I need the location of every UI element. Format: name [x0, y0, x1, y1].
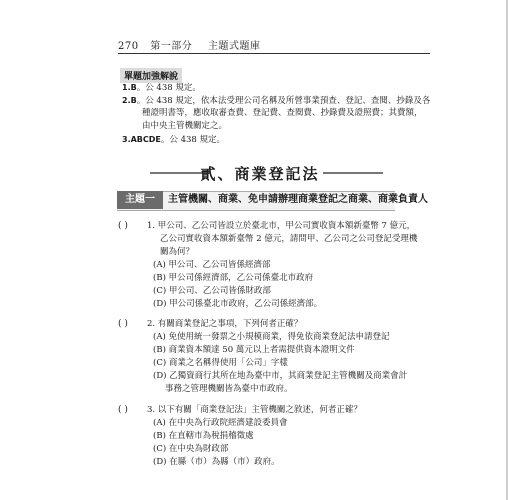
- question-text: 3. 以下有關「商業登記法」主管機關之敘述，何者正確？: [147, 405, 362, 415]
- answer-text: 。公 438 規定，依本法受理公司名稱及所營事業預查、登記、查閱、抄錄及各: [136, 96, 431, 106]
- question-text-cont: 乙公司實收資本額新臺幣 2 億元，請問甲、乙公司之公司登記受理機: [160, 234, 418, 244]
- header-divider: [118, 53, 430, 54]
- answers-box-title: 單題加強解說: [120, 68, 182, 83]
- header-section: 主題式題庫: [207, 41, 261, 52]
- topic-tag: 主題一: [117, 191, 163, 209]
- answer-item: [122, 81, 201, 95]
- page-number: 270: [118, 41, 139, 52]
- option-d: (D) 甲公司係臺北市政府，乙公司係經濟部。: [153, 299, 323, 309]
- option-c: (C) 甲公司、乙公司皆係財政部: [153, 286, 271, 296]
- topic-text: 主管機關、商業、免申請辦理商業登記之商業、商業負責人: [168, 194, 428, 205]
- question-text-cont: 關為何？: [160, 247, 195, 257]
- question-text: 2. 有關商業登記之事項，下列何者正確？: [147, 319, 303, 329]
- answer-blank: ( ): [118, 319, 128, 329]
- option-d: (D) 在縣（市）為縣（市）政府。: [153, 457, 280, 467]
- option-b: (B) 在直轄市為稅捐稽徵處: [153, 431, 254, 441]
- answer-blank: ( ): [118, 405, 128, 415]
- answer-text: 。公 438 規定。: [136, 83, 201, 93]
- answer-label: 3.ABCDE: [122, 135, 161, 144]
- answer-text-cont: 種證明書等，應收取審查費、登記費、查閱費、抄錄費及證照費；其費額，: [142, 108, 423, 118]
- option-b: (B) 商業資本額達 50 萬元以上者需提供資本證明文件: [153, 345, 355, 355]
- answer-label: 2.B: [122, 96, 137, 105]
- answer-blank: ( ): [118, 221, 128, 231]
- option-b: (B) 甲公司係經濟部，乙公司係臺北市政府: [153, 273, 314, 283]
- question-text: 1. 甲公司、乙公司皆設立於臺北市，甲公司實收資本額新臺幣 7 億元，: [147, 221, 416, 231]
- page-header: [118, 37, 260, 52]
- answer-item: [122, 133, 225, 147]
- section-title: 貳、商業登記法: [200, 165, 320, 183]
- option-a: (A) 免使用統一發票之小規模商業，得免依商業登記法申請登記: [153, 332, 390, 342]
- answer-text: 。公 438 規定。: [160, 135, 226, 145]
- option-d: (D) 乙獨資商行其所在地為臺中市，其商業登記主管機關及商業會計: [153, 371, 408, 381]
- answer-label: 1.B: [122, 83, 137, 92]
- option-c: (C) 商業之名稱得使用「公司」字樣: [153, 358, 288, 368]
- header-part: 第一部分: [150, 41, 193, 52]
- option-c: (C) 在中央為財政部: [153, 444, 229, 454]
- option-a: (A) 在中央為行政院經濟建設委員會: [153, 418, 288, 428]
- option-a: (A) 甲公司、乙公司皆係經濟部: [153, 260, 271, 270]
- answer-item: [122, 94, 430, 108]
- option-d-cont: 事務之管理機關皆為臺中市政府。: [165, 384, 293, 394]
- answer-text-cont: 由中央主管機關定之。: [142, 121, 228, 131]
- page-edge-strip: [506, 0, 508, 500]
